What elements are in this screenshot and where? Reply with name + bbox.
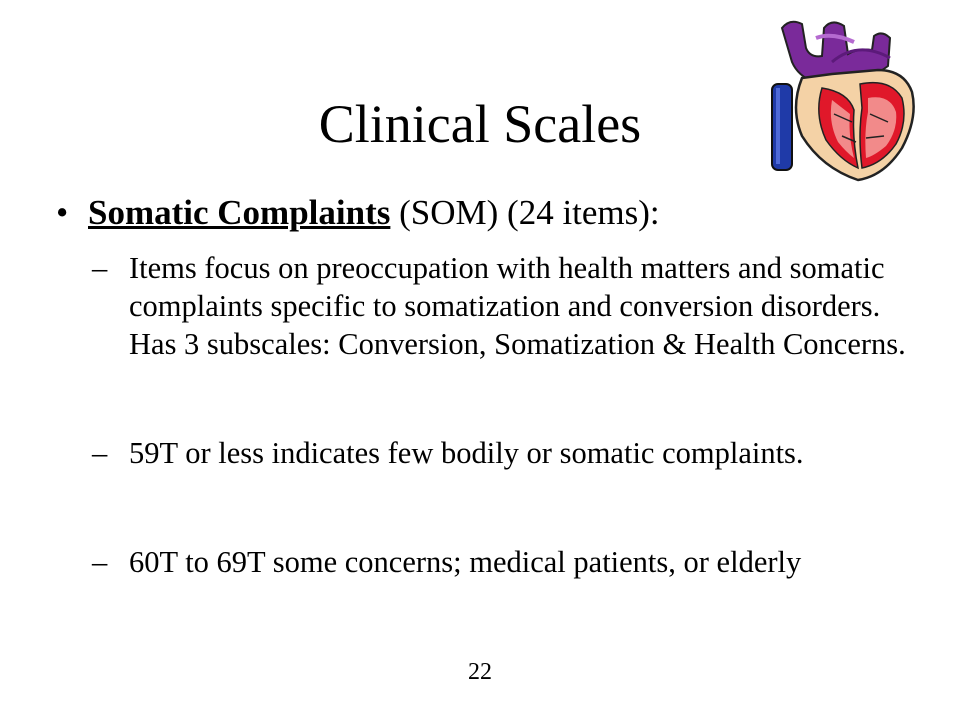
main-bullet-heading: Somatic Complaints [88, 193, 391, 232]
sub-bullet [92, 543, 922, 581]
main-bullet-text [88, 190, 660, 236]
bullet-symbol: • [56, 193, 69, 232]
page-number: 22 [468, 659, 492, 685]
anatomical-heart-icon [762, 18, 920, 184]
dash-symbol: – [92, 545, 108, 579]
sub-bullet [92, 249, 922, 363]
sub-bullet [92, 434, 922, 472]
heart-vessel-blue [772, 84, 792, 170]
sub-bullet-text: 59T or less indicates few bodily or somatic complaints. [129, 436, 804, 470]
sub-bullet-text: 60T to 69T some concerns; medical patients, or elderly [129, 545, 802, 579]
sub-bullet-text: Items focus on preoccupation with health matters and somatic complaints specific to somatization and conversion disorders. Has 3 subscales: Conversion, Somatization & Health Concerns. [129, 251, 906, 361]
slide-title: Clinical Scales [318, 94, 642, 154]
dash-symbol: – [92, 436, 108, 470]
main-bullet-detail: (SOM) (24 items): [390, 193, 660, 232]
dash-symbol: – [92, 251, 108, 285]
